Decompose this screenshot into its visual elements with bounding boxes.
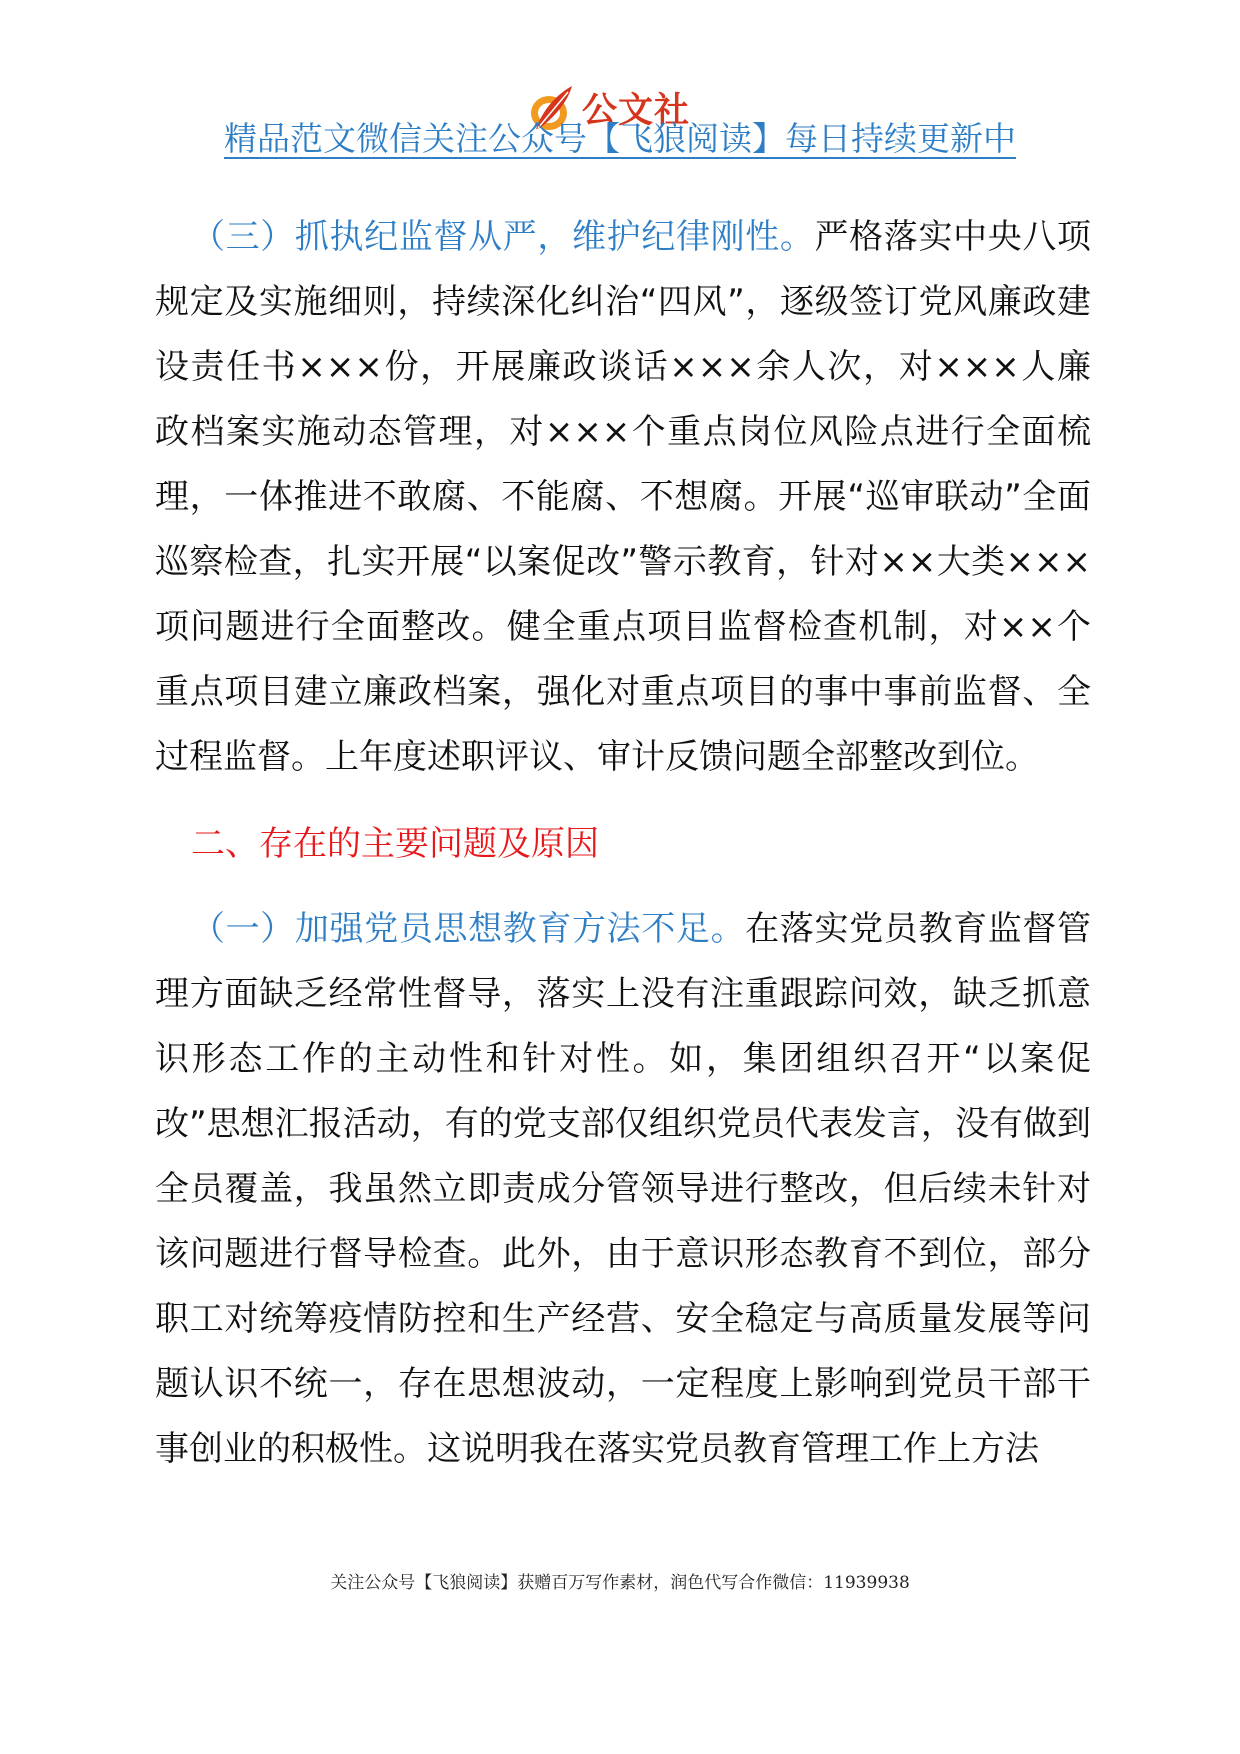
logo-text: 公文社 bbox=[582, 90, 691, 131]
section-heading: 二、存在的主要问题及原因 bbox=[191, 824, 599, 864]
document-body bbox=[155, 205, 1091, 1482]
wechat-banner-link[interactable]: 精品范文微信关注公众号【飞狼阅读】每日持续更新中 bbox=[224, 119, 1016, 158]
paragraph-education-methods bbox=[155, 897, 1091, 1482]
paragraph-text: 在落实党员教育监督管理方面缺乏经常性督导，落实上没有注重跟踪问效，缺乏抓意识形态工作的主动性和针对性。如，集团组织召开“以案促改”思想汇报活动，有的党支部仅组织党员代表发言，没有做到全员覆盖，我虽然立即责成分管领导进行整改，但后续未针对该问题进行督导检查。此外，由于意识形态教育不到位，部分职工对统筹疫情防控和生产经营、安全稳定与高质量发展等问题认识不统一，存在思想波动，一定程度上影响到党员干部干事创业的积极性。这说明我在落实党员教育管理工作上方法 bbox=[155, 909, 1092, 1469]
paragraph-text: 严格落实中央八项规定及实施细则，持续深化纠治“四风”，逐级签订党风廉政建设责任书×××份，开展廉政谈话×××余人次，对×××人廉政档案实施动态管理，对×××个重点岗位风险点进行全面梳理，一体推进不敢腐、不能腐、不想腐。开展“巡审联动”全面巡察检查，扎实开展“以案促改”警示教育，针对××大类×××项问题进行全面整改。健全重点项目监督检查机制，对××个重点项目建立廉政档案，强化对重点项目的事中事前监督、全过程监督。上年度述职评议、审计反馈问题全部整改到位。 bbox=[155, 217, 1092, 777]
footer-notice: 关注公众号【飞狼阅读】获赠百万写作素材，润色代写合作微信：11939938 bbox=[330, 1573, 910, 1593]
paragraph-lead: （三）抓执纪监督从严，维护纪律刚性。 bbox=[191, 217, 815, 257]
paragraph-lead: （一）加强党员思想教育方法不足。 bbox=[191, 909, 746, 949]
paragraph-discipline-supervision bbox=[155, 205, 1091, 790]
